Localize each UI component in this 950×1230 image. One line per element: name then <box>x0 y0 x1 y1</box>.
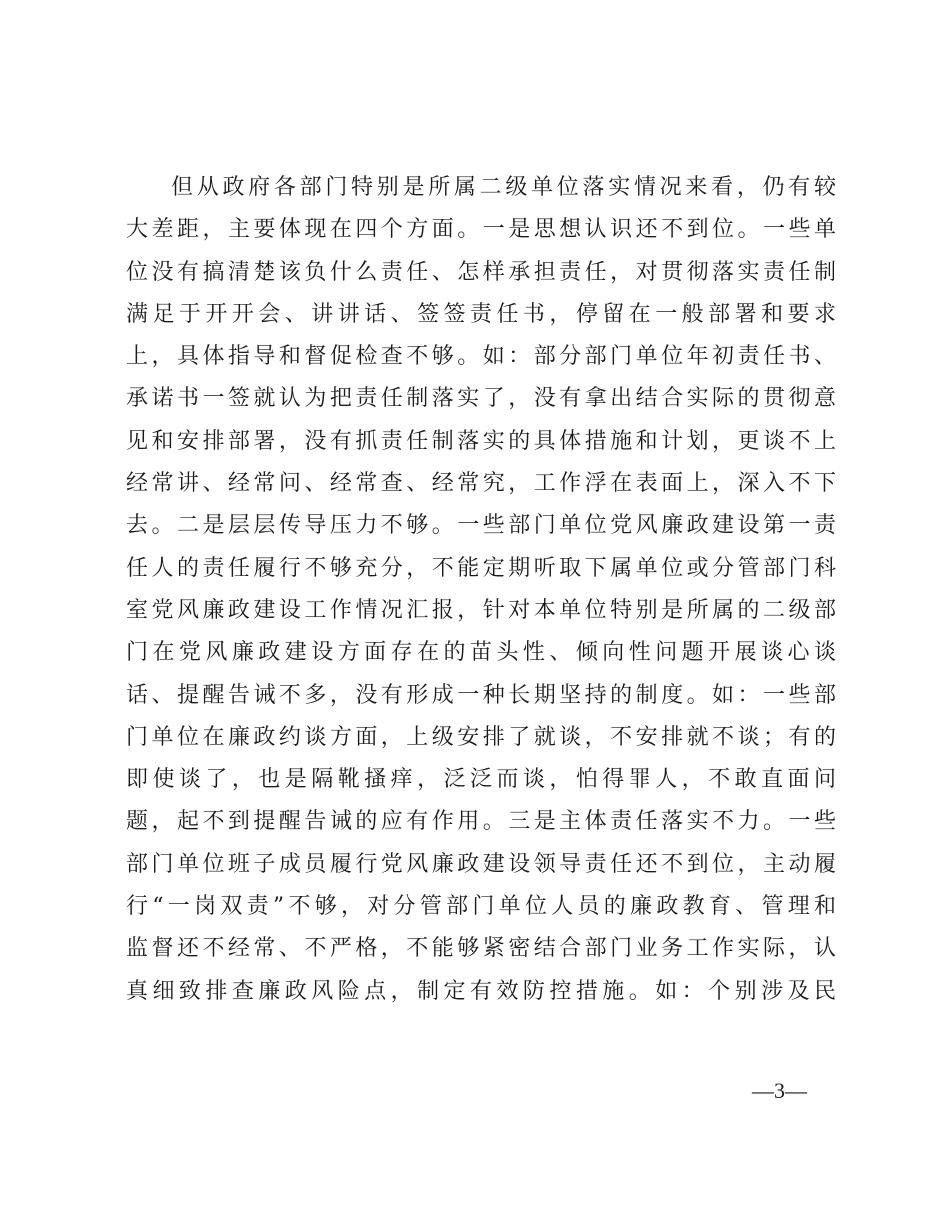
body-line-3: 位没有搞清楚该负什么责任、怎样承担责任，对贯彻落实责任制 <box>126 259 836 285</box>
body-line-19: 监督还不经常、不严格，不能够紧密结合部门业务工作实际，认 <box>126 936 836 962</box>
body-line-15: 即使谈了，也是隔靴搔痒，泛泛而谈，怕得罪人，不敢直面问 <box>126 767 836 793</box>
body-paragraph <box>126 167 836 1013</box>
body-line-16: 题，起不到提醒告诫的应有作用。三是主体责任落实不力。一些 <box>126 809 836 835</box>
body-line-6: 承诺书一签就认为把责任制落实了，没有拿出结合实际的贯彻意 <box>126 386 836 412</box>
body-line-11: 室党风廉政建设工作情况汇报，针对本单位特别是所属的二级部 <box>126 597 836 623</box>
page-number: —3— <box>752 1078 807 1103</box>
body-line-1: 但从政府各部门特别是所属二级单位落实情况来看，仍有较 <box>171 175 836 200</box>
body-line-18: 行“一岗双责”不够，对分管部门单位人员的廉政教育、管理和 <box>126 894 836 920</box>
body-line-10: 任人的责任履行不够充分，不能定期听取下属单位或分管部门科 <box>126 555 836 581</box>
body-line-13: 话、提醒告诫不多，没有形成一种长期坚持的制度。如：一些部 <box>126 682 836 708</box>
body-line-20: 真细致排查廉政风险点，制定有效防控措施。如：个别涉及民 <box>126 978 836 1004</box>
body-line-17: 部门单位班子成员履行党风廉政建设领导责任还不到位，主动履 <box>126 851 836 877</box>
body-line-2: 大差距，主要体现在四个方面。一是思想认识还不到位。一些单 <box>126 217 836 243</box>
body-line-8: 经常讲、经常问、经常查、经常究，工作浮在表面上，深入不下 <box>126 471 836 497</box>
body-line-12: 门在党风廉政建设方面存在的苗头性、倾向性问题开展谈心谈 <box>126 640 836 666</box>
body-line-9: 去。二是层层传导压力不够。一些部门单位党风廉政建设第一责 <box>126 513 836 539</box>
body-line-14: 门单位在廉政约谈方面，上级安排了就谈，不安排就不谈；有的 <box>126 724 836 750</box>
body-line-7: 见和安排部署，没有抓责任制落实的具体措施和计划，更谈不上 <box>126 428 836 454</box>
body-line-4: 满足于开开会、讲讲话、签签责任书，停留在一般部署和要求 <box>126 301 836 327</box>
body-line-5: 上，具体指导和督促检查不够。如：部分部门单位年初责任书、 <box>126 344 836 370</box>
